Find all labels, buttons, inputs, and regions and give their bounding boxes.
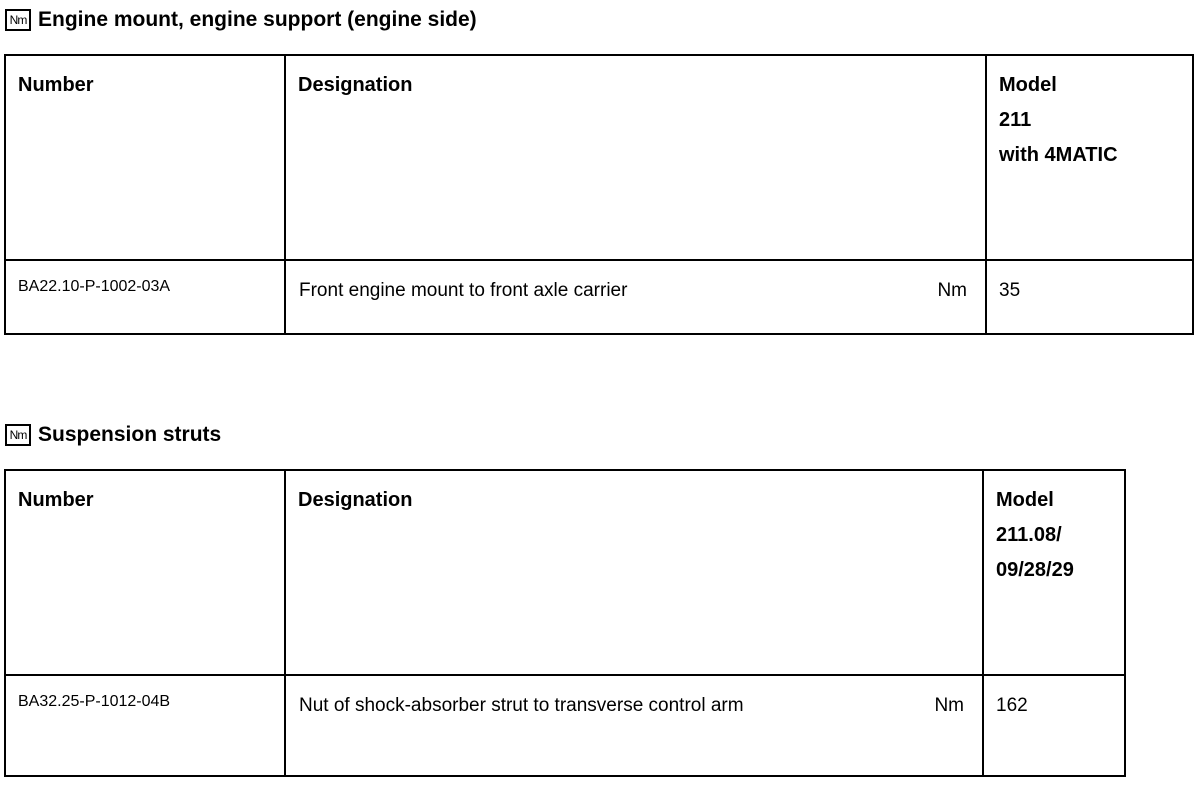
header-model-number: 211.08/ [996,524,1062,546]
header-model-variant: 09/28/29 [996,559,1074,581]
section-heading: Suspension struts [38,423,222,446]
header-model-label: Model [999,74,1057,96]
unit-label: Nm [934,695,964,716]
header-model [986,55,1193,260]
torque-table-suspension-struts [4,469,1126,777]
table-row [5,675,1125,776]
torque-nm-icon: Nm [5,9,31,31]
designation-text: Nut of shock-absorber strut to transverse control arm [299,695,744,716]
row-value: 35 [986,260,1193,334]
header-number: Number [5,55,285,260]
section-title-engine-mount [5,8,477,32]
row-number: BA22.10-P-1002-03A [5,260,285,334]
unit-label: Nm [937,280,967,301]
header-model-variant: with 4MATIC [999,144,1118,166]
header-model-label: Model [996,489,1054,511]
header-designation: Designation [285,55,986,260]
row-designation [285,675,983,776]
header-model-number: 211 [999,109,1032,131]
row-designation [285,260,986,334]
designation-text: Front engine mount to front axle carrier [299,280,628,301]
table-row [5,260,1193,334]
torque-table-engine-mount [4,54,1194,335]
torque-nm-icon: Nm [5,424,31,446]
table-header-row [5,470,1125,675]
row-value: 162 [983,675,1125,776]
header-designation: Designation [285,470,983,675]
row-number: BA32.25-P-1012-04B [5,675,285,776]
section-heading: Engine mount, engine support (engine side) [38,8,477,31]
table-header-row [5,55,1193,260]
header-model [983,470,1125,675]
header-number: Number [5,470,285,675]
section-title-suspension-struts [5,423,221,447]
